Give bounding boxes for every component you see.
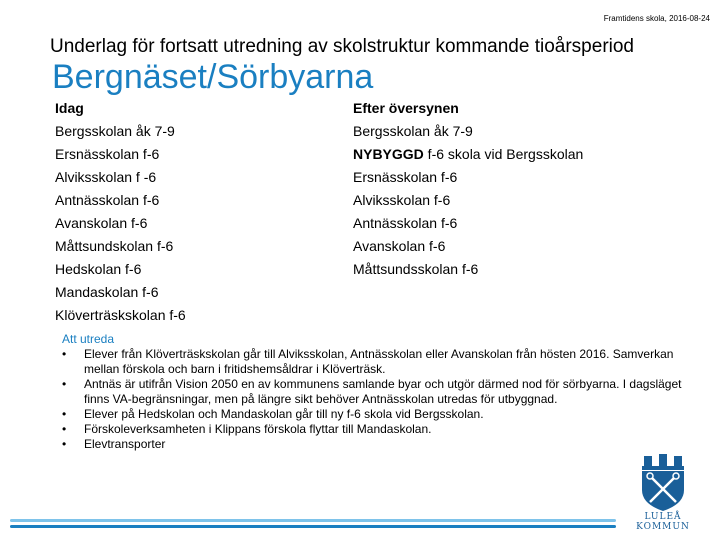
future-school-item: Avanskolan f-6 xyxy=(353,238,446,254)
slide-subtitle: Underlag för fortsatt utredning av skolstruktur kommande tioårsperiod xyxy=(50,36,634,57)
lulea-kommun-logo xyxy=(620,454,706,532)
investigation-item xyxy=(62,437,682,452)
current-school-item: Måttsundskolan f-6 xyxy=(55,238,174,254)
current-school-item: Bergsskolan åk 7-9 xyxy=(55,123,175,139)
new-build-label: NYBYGGD xyxy=(353,146,424,162)
current-school-item: Avanskolan f-6 xyxy=(55,215,148,231)
header-note: Framtidens skola, 2016-08-24 xyxy=(603,14,710,23)
investigation-list xyxy=(62,347,682,452)
future-school-item: Antnässkolan f-6 xyxy=(353,215,458,231)
investigation-item-text: Elever från Klöverträskskolan går till Alviksskolan, Antnässkolan eller Avanskolan från hösten 2016. Samverkan mellan förskola och barn i fritidshemsåldrar i Klöverträsk. xyxy=(84,347,674,376)
bullet: • xyxy=(62,407,67,421)
investigation-item-text: Antnäs är utifrån Vision 2050 en av kommunens samlande byar och utgör därmed nod för sörbyarna. I dagsläget finns VA-begränsningar, men på längre sikt behöver Antnässkolan utredas för utbyggnad. xyxy=(84,377,682,406)
bullet: • xyxy=(62,377,67,391)
investigation-item-text: Elever på Hedskolan och Mandaskolan går till ny f-6 skola vid Bergsskolan. xyxy=(84,407,484,421)
bullet: • xyxy=(62,347,67,361)
footer-stripe-light xyxy=(10,519,616,522)
investigation-item xyxy=(62,407,682,422)
current-schools-column xyxy=(55,97,186,327)
current-school-item: Klöverträskskolan f-6 xyxy=(55,307,186,323)
current-school-item: Alviksskolan f -6 xyxy=(55,169,157,185)
bullet: • xyxy=(62,437,67,451)
footer-stripe-dark xyxy=(10,525,616,528)
future-schools-column xyxy=(353,97,583,281)
future-school-item: Alviksskolan f-6 xyxy=(353,192,451,208)
investigation-item-text: Förskoleverksamheten i Klippans förskola flyttar till Mandaskolan. xyxy=(84,422,432,436)
coat-of-arms-icon xyxy=(638,454,688,512)
future-school-item-new xyxy=(353,143,583,166)
investigation-item xyxy=(62,422,682,437)
investigation-item xyxy=(62,347,682,377)
current-school-item: Ersnässkolan f-6 xyxy=(55,146,160,162)
investigation-section xyxy=(62,332,682,452)
investigation-item-text: Elevtransporter xyxy=(84,437,166,451)
investigation-item xyxy=(62,377,682,407)
current-schools-heading: Idag xyxy=(55,100,84,116)
future-school-item: Ersnässkolan f-6 xyxy=(353,169,458,185)
logo-text: LULEÅ KOMMUN xyxy=(636,512,690,532)
current-school-item: Mandaskolan f-6 xyxy=(55,284,159,300)
future-school-item: Måttsundsskolan f-6 xyxy=(353,261,479,277)
new-build-text: f-6 skola vid Bergsskolan xyxy=(423,146,584,162)
slide-title: Bergnäset/Sörbyarna xyxy=(52,58,374,96)
future-schools-heading: Efter översynen xyxy=(353,100,459,116)
future-school-item: Bergsskolan åk 7-9 xyxy=(353,123,473,139)
investigation-title: Att utreda xyxy=(62,332,115,346)
current-school-item: Antnässkolan f-6 xyxy=(55,192,160,208)
bullet: • xyxy=(62,422,67,436)
current-school-item: Hedskolan f-6 xyxy=(55,261,142,277)
